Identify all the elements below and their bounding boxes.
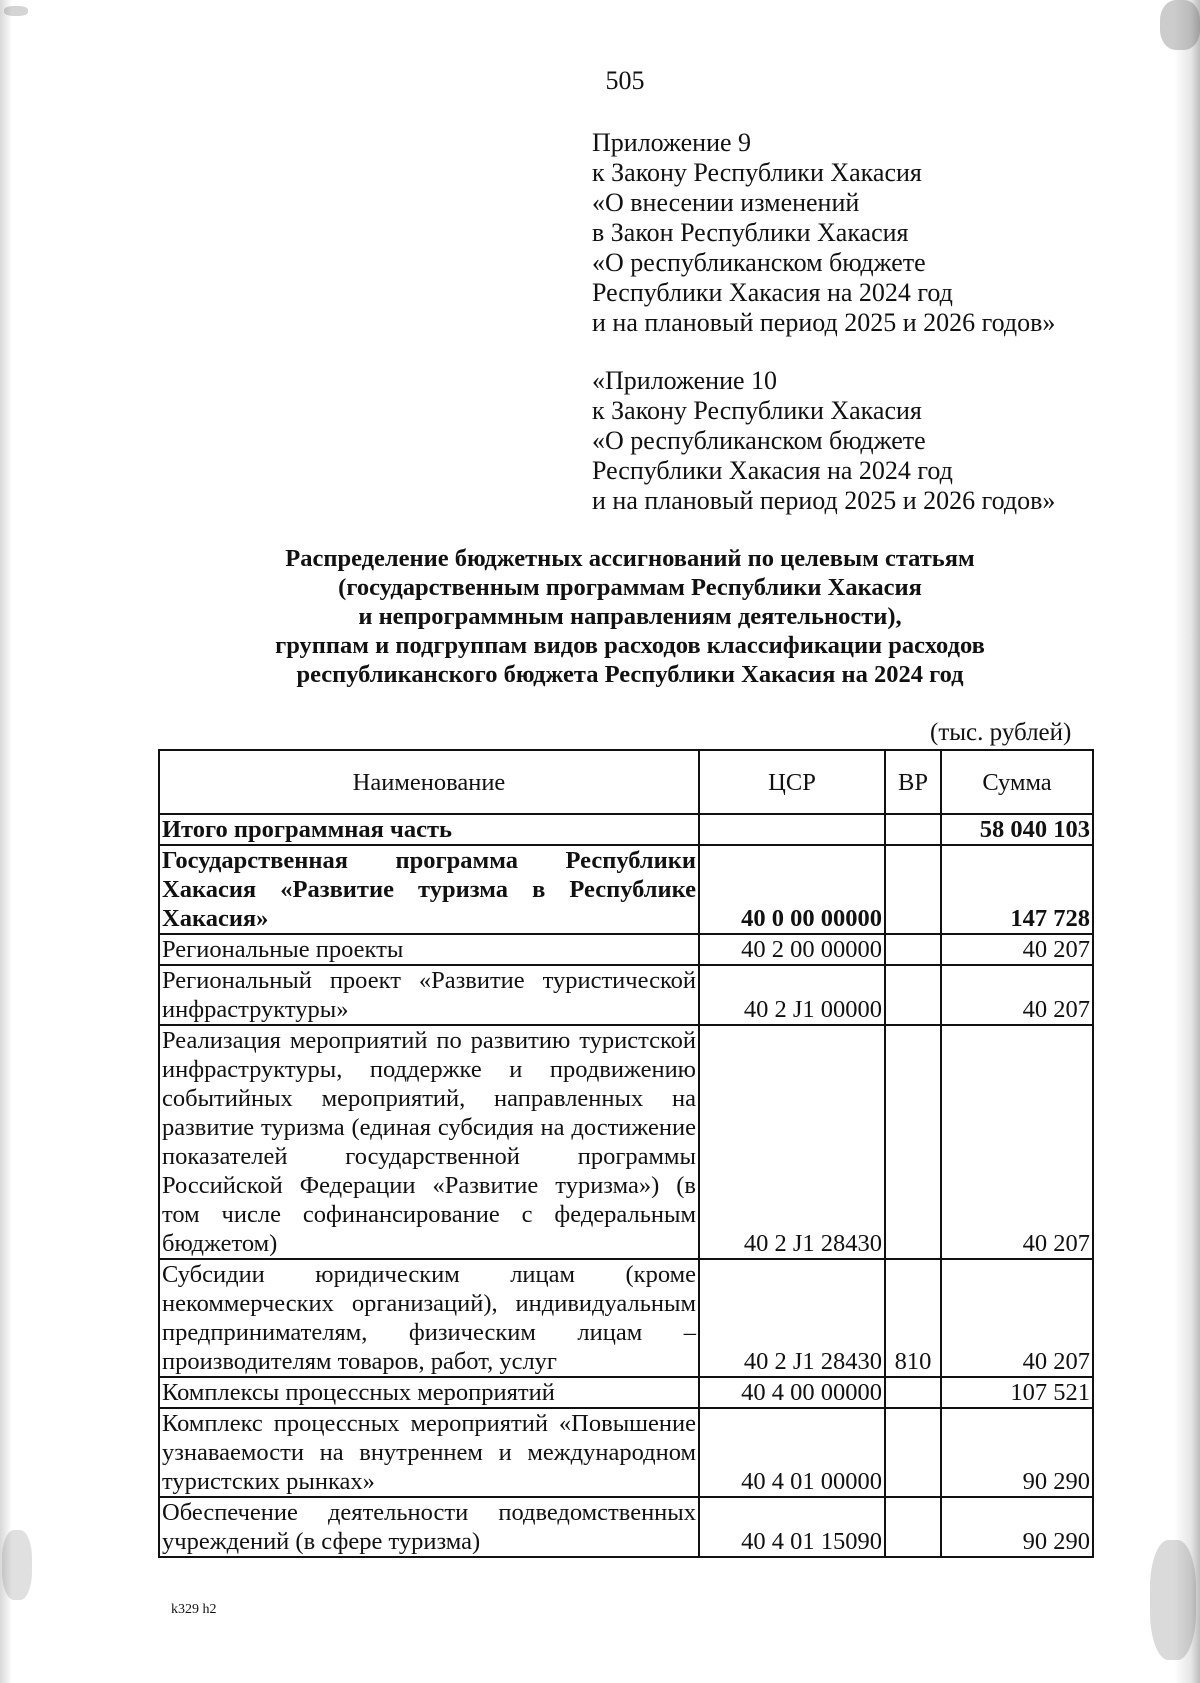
row-sum: 90 290 <box>941 1408 1093 1497</box>
row-sum: 40 207 <box>941 1025 1093 1259</box>
appendix-line: и на плановый период 2025 и 2026 годов» <box>592 486 1056 515</box>
row-csr: 40 4 00 00000 <box>699 1377 885 1408</box>
row-sum: 90 290 <box>941 1497 1093 1557</box>
appendix-line: Республики Хакасия на 2024 год <box>592 278 953 307</box>
title-line: республиканского бюджета Республики Хакасия на 2024 год <box>296 661 964 688</box>
row-sum: 40 207 <box>941 934 1093 965</box>
appendix-line: к Закону Республики Хакасия <box>592 396 922 425</box>
appendix-line: Приложение 9 <box>592 128 752 157</box>
appendix-line: «О республиканском бюджете <box>592 426 926 455</box>
row-csr: 40 4 01 00000 <box>699 1408 885 1497</box>
row-name: Региональные проекты <box>159 934 699 965</box>
row-vr <box>885 814 941 845</box>
row-vr <box>885 845 941 934</box>
row-name: Обеспечение деятельности подведомственных учреждений (в сфере туризма) <box>159 1497 699 1557</box>
row-vr <box>885 965 941 1025</box>
appendix-line: «О республиканском бюджете <box>592 248 926 277</box>
row-vr <box>885 1408 941 1497</box>
table-row <box>159 1025 1093 1259</box>
table-row <box>159 934 1093 965</box>
row-csr: 40 4 01 15090 <box>699 1497 885 1557</box>
row-csr <box>699 814 885 845</box>
scan-mark-bottom-left <box>2 1530 32 1600</box>
row-csr: 40 2 00 00000 <box>699 934 885 965</box>
budget-table <box>158 749 1094 1558</box>
title-line: и непрограммным направлениям деятельности), <box>358 603 902 630</box>
scan-mark-bottom-right <box>1150 1540 1196 1660</box>
appendix-line: Республики Хакасия на 2024 год <box>592 456 953 485</box>
title-line: (государственным программам Республики Хакасия <box>338 574 922 601</box>
row-vr: 810 <box>885 1259 941 1377</box>
page-number: 505 <box>605 66 645 95</box>
row-name: Комплекс процессных мероприятий «Повышение узнаваемости на внутреннем и международном туристских рынках» <box>159 1408 699 1497</box>
table-row <box>159 1408 1093 1497</box>
row-vr <box>885 934 941 965</box>
table-row <box>159 1377 1093 1408</box>
header-name: Наименование <box>159 750 699 814</box>
document-title <box>160 544 1100 689</box>
table-header-row <box>159 750 1093 814</box>
row-vr <box>885 1497 941 1557</box>
scan-edge-left <box>0 0 12 1683</box>
table-row <box>159 814 1093 845</box>
row-vr <box>885 1377 941 1408</box>
scan-mark-top-left <box>4 6 28 16</box>
row-csr: 40 0 00 00000 <box>699 845 885 934</box>
appendix-line: «О внесении изменений <box>592 188 860 217</box>
row-csr: 40 2 J1 28430 <box>699 1025 885 1259</box>
row-name: Итого программная часть <box>159 814 699 845</box>
row-name: Комплексы процессных мероприятий <box>159 1377 699 1408</box>
appendix-line: к Закону Республики Хакасия <box>592 158 922 187</box>
footer-code: k329 h2 <box>171 1602 217 1617</box>
row-name: Реализация мероприятий по развитию туристской инфраструктуры, поддержке и продвижению событийных мероприятий, направленных на развитие туризма (единая субсидия на достижение показателей государственной программы Российской Федерации «Развитие туризма») (в том числе софинансирование с федеральным бюджетом) <box>159 1025 699 1259</box>
scan-mark-top-right <box>1160 0 1200 50</box>
header-csr: ЦСР <box>699 750 885 814</box>
row-sum: 40 207 <box>941 1259 1093 1377</box>
appendix-line: «Приложение 10 <box>592 366 778 395</box>
row-sum: 58 040 103 <box>941 814 1093 845</box>
title-line: Распределение бюджетных ассигнований по целевым статьям <box>285 545 975 572</box>
table-row <box>159 845 1093 934</box>
scan-edge-right <box>1174 0 1200 1683</box>
table-row <box>159 1259 1093 1377</box>
title-line: группам и подгруппам видов расходов классификации расходов <box>275 632 985 659</box>
table-row <box>159 1497 1093 1557</box>
table-row <box>159 965 1093 1025</box>
row-name: Региональный проект «Развитие туристической инфраструктуры» <box>159 965 699 1025</box>
appendix-amendment-block <box>592 128 1055 338</box>
row-name: Государственная программа Республики Хакасия «Развитие туризма в Республике Хакасия» <box>159 845 699 934</box>
row-csr: 40 2 J1 28430 <box>699 1259 885 1377</box>
units-label: (тыс. рублей) <box>930 719 1072 746</box>
appendix-line: в Закон Республики Хакасия <box>592 218 909 247</box>
row-sum: 107 521 <box>941 1377 1093 1408</box>
appendix-line: и на плановый период 2025 и 2026 годов» <box>592 308 1056 337</box>
appendix-original-block <box>592 366 1055 516</box>
header-vr: ВР <box>885 750 941 814</box>
row-sum: 40 207 <box>941 965 1093 1025</box>
row-name: Субсидии юридическим лицам (кроме некоммерческих организаций), индивидуальным предпринимателям, физическим лицам – производителям товаров, работ, услуг <box>159 1259 699 1377</box>
row-sum: 147 728 <box>941 845 1093 934</box>
row-vr <box>885 1025 941 1259</box>
header-sum: Сумма <box>941 750 1093 814</box>
row-csr: 40 2 J1 00000 <box>699 965 885 1025</box>
